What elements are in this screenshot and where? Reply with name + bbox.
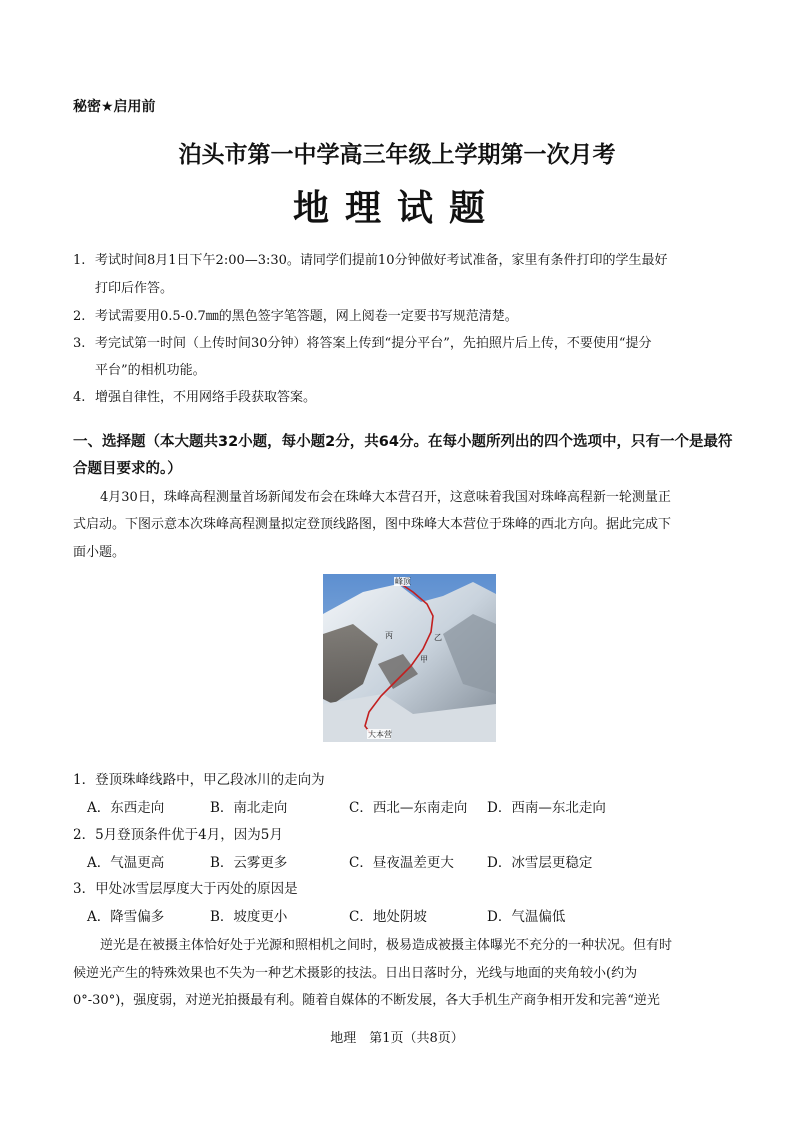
option-d: D．气温偏低 — [487, 909, 566, 925]
option-a: A．气温更高 — [87, 855, 165, 871]
question-stem: 2．5月登顶条件优于4月，因为5月 — [73, 827, 283, 843]
passage-line: 4月30日，珠峰高程测量首场新闻发布会在珠峰大本营召开，这意味着我国对珠峰高程新一轮测量正 — [100, 490, 671, 505]
instruction-text: 考试时间8月1日下午2:00—3:30。请同学们提前10分钟做好考试准备，家里有条件打印的学生最好 — [95, 253, 668, 268]
passage-line: 候逆光产生的特殊效果也不失为一种艺术摄影的技法。日出日落时分，光线与地面的夹角较小(约为 — [73, 966, 638, 981]
option-c: C．地处阴坡 — [349, 909, 427, 925]
instruction-text-continued: 平台”的相机功能。 — [95, 363, 206, 378]
instruction-item — [73, 332, 651, 351]
passage-line: 面小题。 — [73, 545, 126, 560]
option-b: B．南北走向 — [210, 800, 288, 816]
instruction-number: 4. — [73, 390, 86, 405]
question-stem: 1．登顶珠峰线路中，甲乙段冰川的走向为 — [73, 772, 325, 788]
confidential-mark: 秘密★启用前 — [73, 99, 156, 115]
section-heading-continued: 合题目要求的。） — [73, 461, 182, 477]
everest-route-figure — [323, 574, 496, 742]
option-b: B．坡度更小 — [210, 909, 288, 925]
instruction-number: 1. — [73, 253, 86, 268]
peak-label: 峰顶 — [395, 577, 411, 586]
instruction-item — [73, 386, 316, 405]
option-d: D．冰雪层更稳定 — [487, 855, 593, 871]
instruction-number: 2. — [73, 309, 86, 324]
instruction-text: 增强自律性，不用网络手段获取答案。 — [95, 390, 317, 405]
option-c: C．西北—东南走向 — [349, 800, 468, 816]
option-d: D．西南—东北走向 — [487, 800, 606, 816]
subject-title: 地理试题 — [292, 188, 501, 229]
passage-line: 0°-30°)，强度弱，对逆光拍摄最有利。随着自媒体的不断发展，各大手机生产商争相开发和完善“逆光 — [73, 993, 660, 1008]
instruction-number: 3. — [73, 336, 86, 351]
exam-title: 泊头市第一中学高三年级上学期第一次月考 — [178, 142, 616, 168]
passage-line: 式启动。下图示意本次珠峰高程测量拟定登顶线路图，图中珠峰大本营位于珠峰的西北方向。据此完成下 — [73, 517, 672, 532]
page-footer: 地理 第1页（共8页） — [330, 1031, 464, 1046]
instruction-text-continued: 打印后作答。 — [95, 281, 174, 296]
instruction-item — [73, 305, 518, 324]
instruction-item — [73, 249, 667, 268]
question-stem: 3．甲处冰雪层厚度大于丙处的原因是 — [73, 881, 298, 897]
jia-label: 甲 — [420, 655, 428, 664]
passage-line: 逆光是在被摄主体恰好处于光源和照相机之间时，极易造成被摄主体曝光不充分的一种状况。但有时 — [100, 938, 673, 953]
section-heading: 一、选择题（本大题共32小题，每小题2分，共64分。在每小题所列出的四个选项中，只有一个是最符 — [73, 434, 733, 450]
option-b: B．云雾更多 — [210, 855, 288, 871]
option-c: C．昼夜温差更大 — [349, 855, 454, 871]
instruction-text: 考试需要用0.5-0.7㎜的黑色签字笔答题，网上阅卷一定要书写规范清楚。 — [95, 309, 518, 324]
bing-label: 丙 — [385, 631, 393, 640]
base-camp-label: 大本营 — [368, 730, 392, 739]
yi-label: 乙 — [434, 633, 442, 642]
option-a: A．降雪偏多 — [87, 909, 165, 925]
instruction-text: 考完试第一时间（上传时间30分钟）将答案上传到“提分平台”，先拍照片后上传，不要使用“提分 — [95, 336, 652, 351]
option-a: A．东西走向 — [87, 800, 165, 816]
